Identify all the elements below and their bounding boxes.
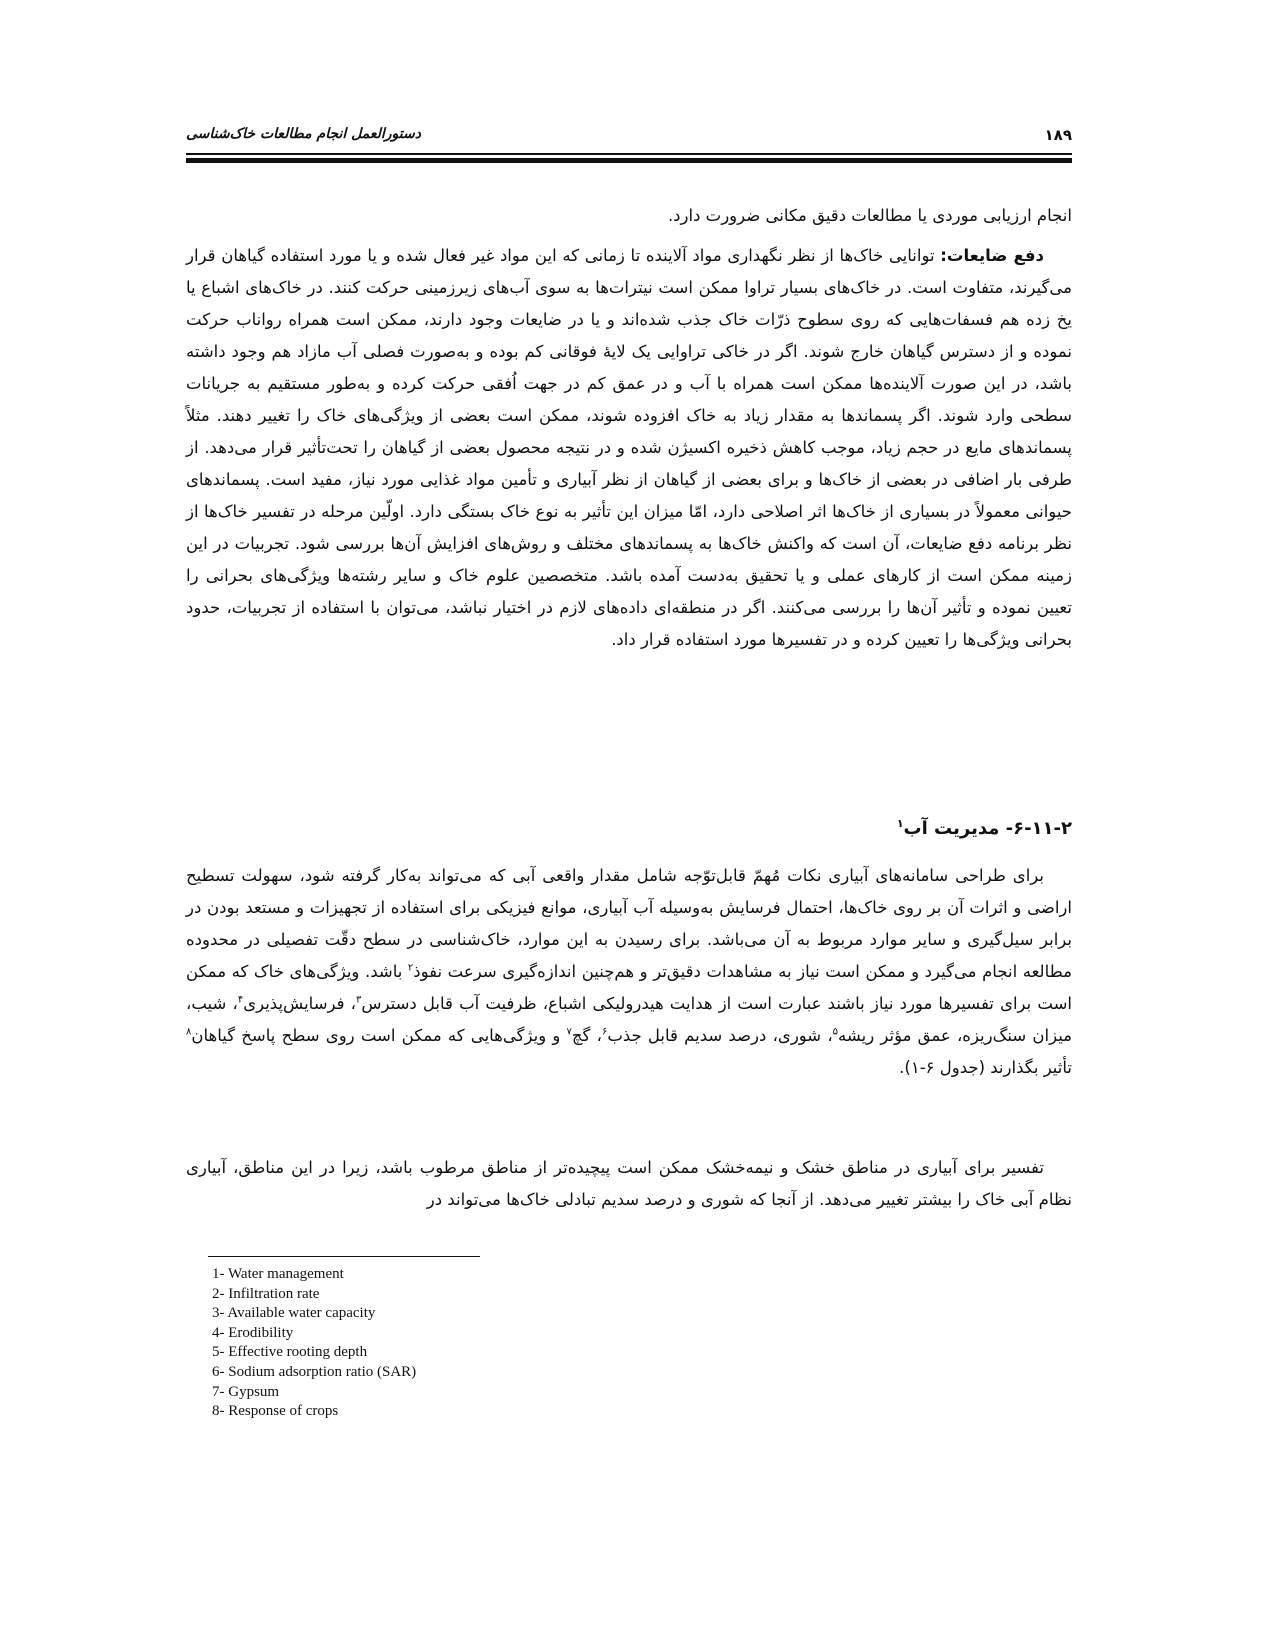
- footnote-ref: ۸: [186, 1026, 192, 1038]
- paragraph-arid-irrigation: تفسیر برای آبیاری در مناطق خشک و نیمه‌خشک ممکن است پیچیده‌تر از مناطق مرطوب باشد، زیرا در این مناطق، آبیاری نظام آبی خاک را بیشتر تغییر می‌دهد. از آنجا که شوری و درصد سدیم تبادلی خاک‌ها می‌تواند در: [186, 1158, 1072, 1209]
- paragraph-body: توانایی خاک‌ها از نظر نگهداری مواد آلاینده تا زمانی که این مواد غیر فعال شده و یا مورد استفاده گیاهان قرار می‌گیرند، متفاوت است. در خاک‌های بسیار تراوا ممکن است نیترات‌ها به سوی آب‌های زیرزمینی حرکت کنند. در خاک‌های اشباع یا یخ زده هم فسفات‌هایی که روی سطوح ذرّات خاک جذب شده‌اند و یا در ضایعات وجود دارند، ممکن است همراه رواناب حرکت نموده و از دسترس گیاهان خارج شوند. اگر در خاکی تراوایی یک لایهٔ فوقانی کم بوده و به‌صورت فصلی آب مازاد هم وجود داشته باشد، در این صورت آلاینده‌ها ممکن است همراه با آب و در عمق کم در جهت اُفقی حرکت کرده و به‌طور مستقیم به جریانات سطحی وارد شوند. اگر پسماندها به مقدار زیاد به خاک افزوده شوند، ممکن است بعضی از ویژگی‌های خاک را تغییر دهند. مثلاً پسماندهای مایع در حجم زیاد، موجب کاهش ذخیره اکسیژن شده و در نتیجه محصول بعضی از گیاهان را تحت‌تأثیر قرار می‌دهد. از طرفی بار اضافی در بعضی از خاک‌ها و برای بعضی از گیاهان از نظر آبیاری و تأمین مواد غذایی مورد نیاز، مفید است. پسماندهای حیوانی معمولاً در بسیاری از خاک‌ها اثر اصلاحی دارد، امّا میزان این تأثیر به نوع خاک بستگی دارد. اولّین مرحله در تفسیر خاک‌ها از نظر برنامه دفع ضایعات، آن است که واکنش خاک‌ها به پسماندهای مختلف و روش‌های افزایش آن‌ها بررسی شود. تجربیات در این زمینه ممکن است از کارهای عملی و یا تحقیق به‌دست آمده باشد. متخصصین علوم خاک و سایر رشته‌ها ویژگی‌های بحرانی را تعیین نموده و تأثیر آن‌ها را بررسی می‌کنند. اگر در منطقه‌ای داده‌های لازم در اختیار نباشد، می‌توان با استفاده از تجربیات، حدود بحرانی ویژگی‌ها را تعیین کرده و در تفسیرها مورد استفاده قرار داد.: [186, 246, 1072, 649]
- footnote-item: 1- Water management: [212, 1266, 344, 1282]
- paragraph-waste-disposal: [186, 240, 1072, 656]
- footnote-item: 8- Response of crops: [212, 1403, 339, 1420]
- footnote-item: 3- Available water capacity: [212, 1305, 376, 1322]
- footnote-item: 5- Effective rooting depth: [212, 1344, 368, 1361]
- footnote-ref: ۲: [407, 962, 414, 974]
- text-run: باشد. ویژگی‌های خاک که ممکن است برای تفسیرها مورد نیاز باشند عبارت است از هدایت هیدرولیکی اشباع، ظرفیت آب قابل دسترس: [186, 962, 1072, 1013]
- text-run: ، گچ: [571, 1026, 602, 1045]
- running-title: دستورالعمل انجام مطالعات خاک‌شناسی: [186, 126, 421, 142]
- text-run: ، شوری، درصد سدیم قابل جذب: [607, 1026, 833, 1045]
- header-rule-thin: [186, 153, 1072, 155]
- text-run: ، شیب، میزان سنگ‌ریزه، عمق مؤثر ریشه: [186, 994, 1073, 1045]
- text-run: تأثیر بگذارند (جدول ۶-۱).: [899, 1058, 1072, 1077]
- footnote-ref: ۷: [566, 1026, 572, 1038]
- page-header: [186, 124, 1072, 152]
- text-run: و ویژگی‌هایی که ممکن است روی سطح پاسخ گیاهان: [191, 1026, 567, 1045]
- footnote-item: 2- Infiltration rate: [212, 1285, 320, 1302]
- footnote-ref: ۶: [601, 1026, 608, 1038]
- section-heading-text: ۶-۱۱-۲- مدیریت آب: [903, 818, 1072, 839]
- footnote-ref: ۱: [896, 817, 904, 830]
- footnote-separator: [208, 1256, 480, 1257]
- footnote-list: [212, 1265, 612, 1422]
- footnote-item: 4- Erodibility: [212, 1324, 294, 1341]
- paragraph-intro: انجام ارزیابی موردی یا مطالعات دقیق مکانی ضرورت دارد.: [667, 206, 1072, 225]
- footnote-item: 7- Gypsum: [212, 1383, 280, 1400]
- page-number: ۱۸۹: [1044, 126, 1072, 144]
- footnote-ref: ۵: [832, 1026, 839, 1038]
- text-run: ، فرسایش‌پذیری: [243, 994, 356, 1013]
- footnote-ref: ۳: [356, 994, 362, 1006]
- header-rule-thick: [186, 158, 1072, 163]
- paragraph-water-management: [186, 860, 1072, 1084]
- text-run: برای طراحی سامانه‌های آبیاری نکات مُهمّ قابل‌توّجه شامل مقدار واقعی آبی که می‌تواند به‌کار گرفته شود، سهولت تسطیح اراضی و اثرات آن بر روی خاک‌ها، احتمال فرسایش به‌وسیله آب آبیاری، موانع فیزیکی برای استفاده از تجهیزات و مستعد بودن در برابر سیل‌گیری و سایر موارد مربوط به آن می‌باشد. برای رسیدن به این موارد، خاک‌شناسی در سطح دقّت تفصیلی در محدوده مطالعه انجام می‌گیرد و ممکن است نیاز به مشاهدات دقیق‌تر و هم‌چنین اندازه‌گیری سرعت نفوذ: [186, 866, 1072, 981]
- section-heading: [186, 817, 1072, 839]
- paragraph-lead-term: دفع ضایعات:: [940, 246, 1044, 265]
- footnote-item: 6- Sodium adsorption ratio (SAR): [212, 1363, 417, 1380]
- footnote-ref: ۴: [237, 994, 244, 1006]
